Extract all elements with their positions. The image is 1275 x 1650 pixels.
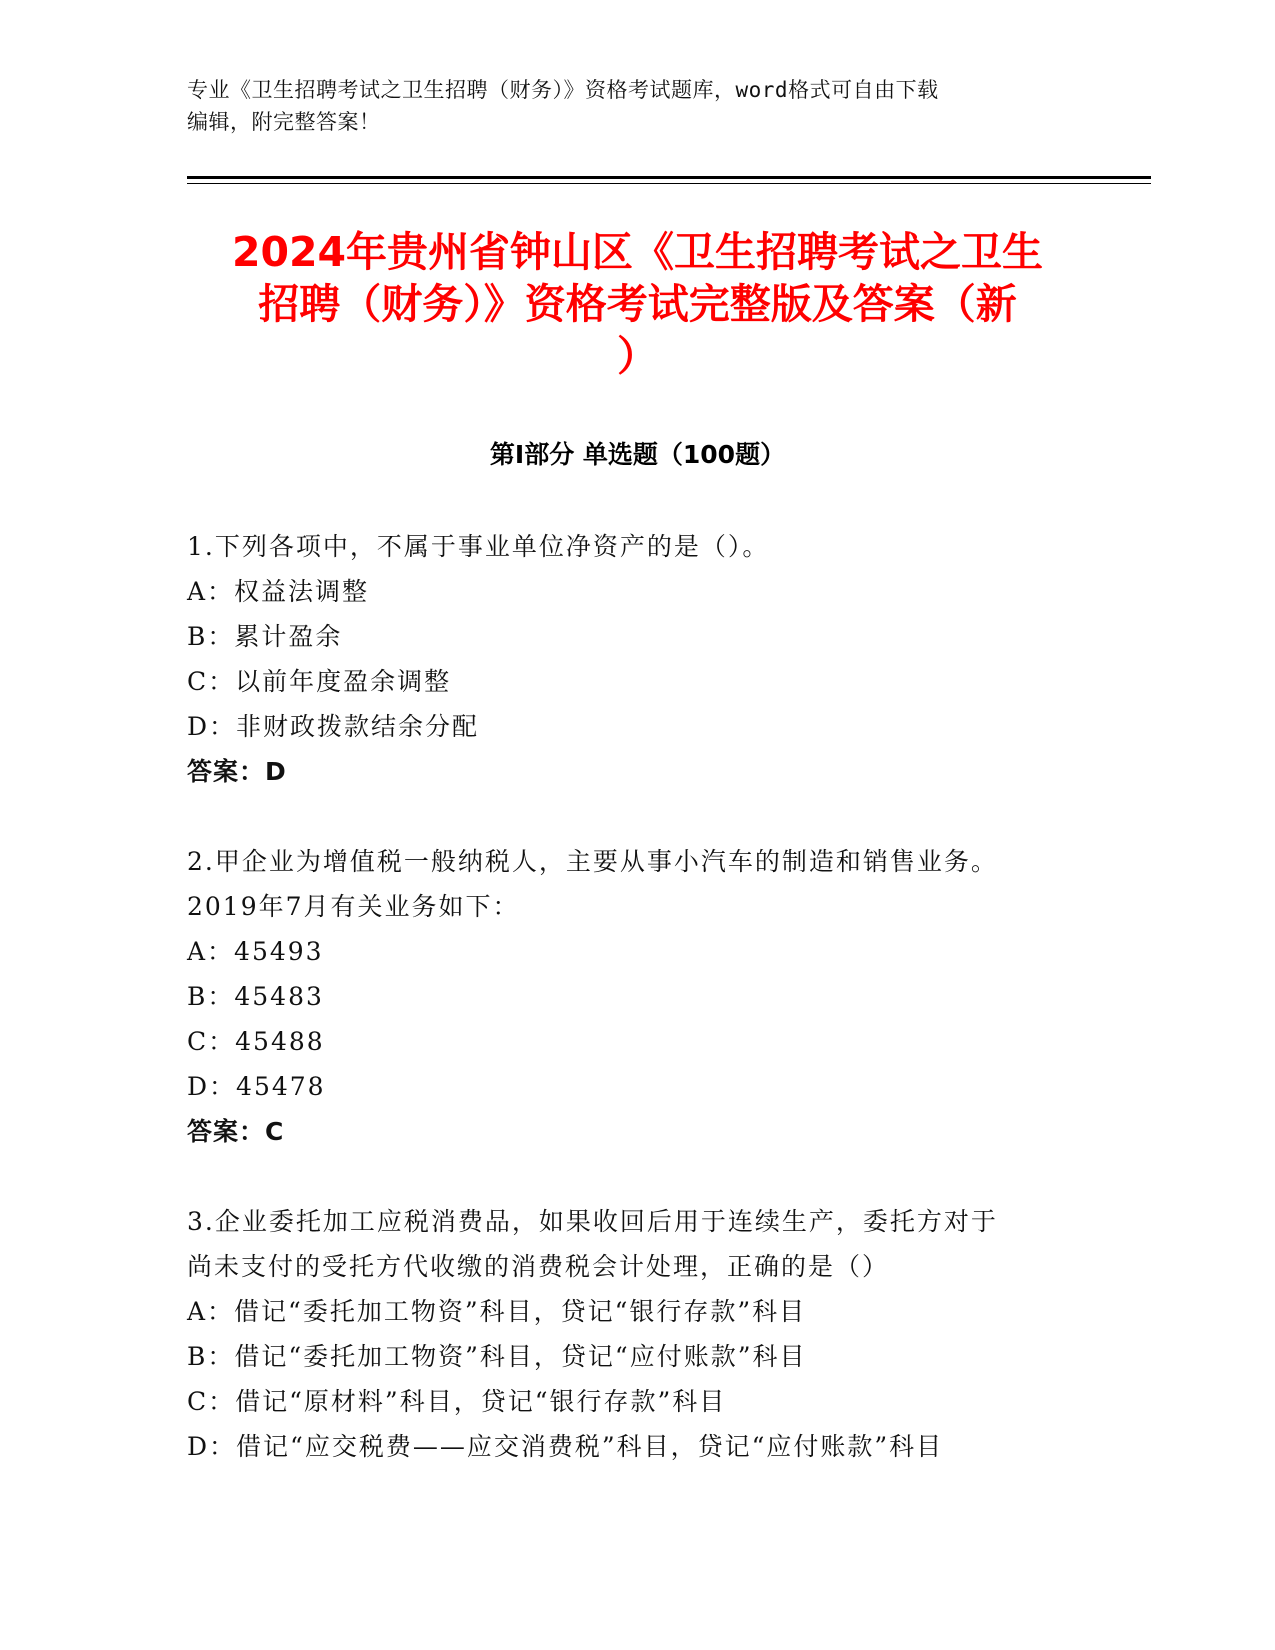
header-note-line-2: 编辑，附完整答案！ — [187, 110, 381, 134]
answer: 答案：D — [187, 757, 287, 786]
title-line-3: ） — [617, 332, 658, 380]
question-stem-continued: 尚未支付的受托方代收缴的消费税会计处理，正确的是（） — [187, 1252, 890, 1281]
answer: 答案：C — [187, 1117, 285, 1146]
option-b: B：45483 — [187, 982, 324, 1011]
option-b: B：借记“委托加工物资”科目，贷记“应付账款”科目 — [187, 1342, 807, 1371]
option-c: C：以前年度盈余调整 — [187, 667, 452, 696]
header-note-line-1: 专业《卫生招聘考试之卫生招聘（财务）》资格考试题库，word格式可自由下载 — [187, 78, 939, 102]
option-c: C：45488 — [187, 1027, 325, 1056]
question-1 — [187, 524, 1087, 794]
title-line-2: 招聘（财务）》资格考试完整版及答案（新 — [258, 280, 1017, 328]
question-stem-continued: 2019年7月有关业务如下： — [187, 892, 520, 921]
question-stem: 2.甲企业为增值税一般纳税人，主要从事小汽车的制造和销售业务。 — [187, 847, 998, 876]
section-heading: 第Ⅰ部分 单选题（100题） — [489, 440, 786, 469]
document-title — [150, 226, 1125, 382]
question-3 — [187, 1199, 1087, 1469]
option-a: A：借记“委托加工物资”科目，贷记“银行存款”科目 — [187, 1297, 807, 1326]
title-line-1: 2024年贵州省钟山区《卫生招聘考试之卫生 — [231, 228, 1044, 276]
header-rule-thick — [187, 176, 1151, 179]
question-stem: 3.企业委托加工应税消费品，如果收回后用于连续生产，委托方对于 — [187, 1207, 998, 1236]
option-d: D：45478 — [187, 1072, 326, 1101]
option-b: B：累计盈余 — [187, 622, 343, 651]
header-note — [187, 74, 1087, 138]
question-2 — [187, 839, 1087, 1154]
option-d: D：借记“应交税费——应交消费税”科目，贷记“应付账款”科目 — [187, 1432, 944, 1461]
option-a: A：45493 — [187, 937, 324, 966]
header-rule-thin — [187, 183, 1151, 184]
option-d: D：非财政拨款结余分配 — [187, 712, 480, 741]
option-a: A：权益法调整 — [187, 577, 370, 606]
option-c: C：借记“原材料”科目，贷记“银行存款”科目 — [187, 1387, 727, 1416]
question-stem: 1.下列各项中，不属于事业单位净资产的是（）。 — [187, 532, 770, 561]
